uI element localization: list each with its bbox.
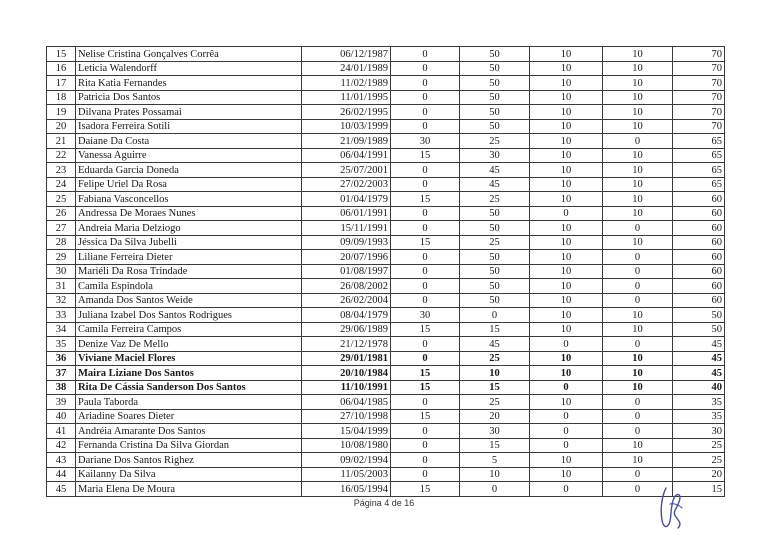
score-4: 0 (603, 250, 673, 265)
table-row (47, 76, 725, 91)
table-row (47, 424, 725, 439)
score-2: 45 (460, 177, 530, 192)
total-score: 65 (673, 134, 725, 149)
table-row (47, 467, 725, 482)
score-1: 15 (391, 322, 460, 337)
table-row (47, 293, 725, 308)
candidate-name: Dariane Dos Santos Righez (76, 453, 302, 468)
candidate-name: Fernanda Cristina Da Silva Giordan (76, 438, 302, 453)
birth-date: 24/01/1989 (302, 61, 391, 76)
row-number: 27 (47, 221, 76, 236)
candidate-results-table (46, 46, 725, 497)
candidate-name: Camila Espindola (76, 279, 302, 294)
score-4: 10 (603, 366, 673, 381)
birth-date: 11/10/1991 (302, 380, 391, 395)
score-3: 0 (530, 438, 603, 453)
row-number: 42 (47, 438, 76, 453)
score-3: 10 (530, 47, 603, 62)
score-2: 25 (460, 134, 530, 149)
score-1: 0 (391, 395, 460, 410)
score-1: 15 (391, 409, 460, 424)
candidate-name: Rita Katia Fernandes (76, 76, 302, 91)
total-score: 20 (673, 467, 725, 482)
score-2: 30 (460, 424, 530, 439)
birth-date: 26/08/2002 (302, 279, 391, 294)
score-2: 0 (460, 308, 530, 323)
score-4: 0 (603, 467, 673, 482)
table-row (47, 308, 725, 323)
total-score: 25 (673, 453, 725, 468)
table-row (47, 409, 725, 424)
score-3: 10 (530, 467, 603, 482)
table-row (47, 482, 725, 497)
total-score: 60 (673, 206, 725, 221)
score-1: 15 (391, 366, 460, 381)
score-2: 50 (460, 250, 530, 265)
score-1: 30 (391, 134, 460, 149)
row-number: 20 (47, 119, 76, 134)
score-2: 20 (460, 409, 530, 424)
birth-date: 20/10/1984 (302, 366, 391, 381)
score-4: 10 (603, 438, 673, 453)
birth-date: 10/08/1980 (302, 438, 391, 453)
total-score: 40 (673, 380, 725, 395)
row-number: 45 (47, 482, 76, 497)
total-score: 45 (673, 337, 725, 352)
score-4: 10 (603, 351, 673, 366)
score-1: 0 (391, 337, 460, 352)
score-3: 10 (530, 221, 603, 236)
score-3: 10 (530, 90, 603, 105)
score-3: 10 (530, 322, 603, 337)
score-3: 10 (530, 366, 603, 381)
candidate-name: Amanda Dos Santos Weide (76, 293, 302, 308)
score-1: 15 (391, 380, 460, 395)
total-score: 60 (673, 235, 725, 250)
score-3: 10 (530, 279, 603, 294)
score-3: 0 (530, 482, 603, 497)
score-4: 0 (603, 482, 673, 497)
score-1: 0 (391, 163, 460, 178)
score-4: 0 (603, 293, 673, 308)
table-row (47, 134, 725, 149)
total-score: 25 (673, 438, 725, 453)
score-4: 10 (603, 148, 673, 163)
score-2: 5 (460, 453, 530, 468)
score-1: 0 (391, 453, 460, 468)
score-1: 30 (391, 308, 460, 323)
score-4: 10 (603, 380, 673, 395)
candidate-name: Andréia Amarante Dos Santos (76, 424, 302, 439)
score-2: 25 (460, 192, 530, 207)
score-4: 0 (603, 337, 673, 352)
score-2: 10 (460, 467, 530, 482)
score-3: 10 (530, 293, 603, 308)
score-1: 0 (391, 264, 460, 279)
score-1: 0 (391, 467, 460, 482)
row-number: 25 (47, 192, 76, 207)
candidate-name: Leticia Walendorff (76, 61, 302, 76)
candidate-name: Fabiana Vasconcellos (76, 192, 302, 207)
score-2: 50 (460, 76, 530, 91)
score-1: 0 (391, 61, 460, 76)
score-1: 0 (391, 177, 460, 192)
score-2: 50 (460, 61, 530, 76)
score-2: 50 (460, 47, 530, 62)
score-3: 10 (530, 235, 603, 250)
score-4: 10 (603, 235, 673, 250)
row-number: 18 (47, 90, 76, 105)
row-number: 29 (47, 250, 76, 265)
total-score: 60 (673, 221, 725, 236)
score-2: 10 (460, 366, 530, 381)
total-score: 70 (673, 119, 725, 134)
birth-date: 29/01/1981 (302, 351, 391, 366)
score-3: 10 (530, 351, 603, 366)
score-3: 10 (530, 453, 603, 468)
row-number: 33 (47, 308, 76, 323)
score-3: 10 (530, 308, 603, 323)
birth-date: 06/04/1985 (302, 395, 391, 410)
table-row (47, 438, 725, 453)
birth-date: 26/02/1995 (302, 105, 391, 120)
score-4: 10 (603, 308, 673, 323)
total-score: 50 (673, 308, 725, 323)
score-1: 0 (391, 250, 460, 265)
row-number: 23 (47, 163, 76, 178)
total-score: 45 (673, 366, 725, 381)
score-3: 10 (530, 177, 603, 192)
score-3: 10 (530, 134, 603, 149)
birth-date: 27/10/1998 (302, 409, 391, 424)
score-2: 45 (460, 163, 530, 178)
score-2: 15 (460, 322, 530, 337)
score-1: 15 (391, 192, 460, 207)
candidate-name: Maira Liziane Dos Santos (76, 366, 302, 381)
candidate-name: Denize Vaz De Mello (76, 337, 302, 352)
score-4: 0 (603, 424, 673, 439)
total-score: 70 (673, 105, 725, 120)
birth-date: 01/08/1997 (302, 264, 391, 279)
row-number: 41 (47, 424, 76, 439)
score-1: 0 (391, 76, 460, 91)
score-2: 50 (460, 105, 530, 120)
table-row (47, 192, 725, 207)
score-3: 10 (530, 119, 603, 134)
birth-date: 16/05/1994 (302, 482, 391, 497)
candidate-name: Viviane Maciel Flores (76, 351, 302, 366)
row-number: 39 (47, 395, 76, 410)
total-score: 70 (673, 90, 725, 105)
table-row (47, 90, 725, 105)
score-4: 10 (603, 90, 673, 105)
table-row (47, 177, 725, 192)
score-3: 0 (530, 337, 603, 352)
score-1: 0 (391, 47, 460, 62)
table-row (47, 148, 725, 163)
total-score: 15 (673, 482, 725, 497)
row-number: 32 (47, 293, 76, 308)
page-number: Página 4 de 16 (353, 498, 415, 508)
total-score: 50 (673, 322, 725, 337)
candidate-name: Liliane Ferreira Dieter (76, 250, 302, 265)
score-4: 0 (603, 221, 673, 236)
score-4: 0 (603, 134, 673, 149)
score-4: 0 (603, 395, 673, 410)
birth-date: 21/12/1978 (302, 337, 391, 352)
birth-date: 11/05/2003 (302, 467, 391, 482)
candidate-name: Andreia Maria Delziogo (76, 221, 302, 236)
score-3: 0 (530, 424, 603, 439)
row-number: 44 (47, 467, 76, 482)
total-score: 60 (673, 250, 725, 265)
total-score: 65 (673, 148, 725, 163)
candidate-name: Paula Taborda (76, 395, 302, 410)
candidate-name: Nelise Cristina Gonçalves Corrêa (76, 47, 302, 62)
score-4: 10 (603, 163, 673, 178)
candidate-name: Andressa De Moraes Nunes (76, 206, 302, 221)
birth-date: 15/11/1991 (302, 221, 391, 236)
total-score: 70 (673, 76, 725, 91)
score-4: 10 (603, 177, 673, 192)
score-1: 0 (391, 438, 460, 453)
row-number: 43 (47, 453, 76, 468)
score-1: 0 (391, 424, 460, 439)
score-1: 0 (391, 293, 460, 308)
score-4: 10 (603, 453, 673, 468)
score-2: 15 (460, 380, 530, 395)
score-1: 15 (391, 148, 460, 163)
table-row (47, 105, 725, 120)
table-row (47, 119, 725, 134)
table-row (47, 395, 725, 410)
score-2: 25 (460, 351, 530, 366)
candidate-name: Rita De Cássia Sanderson Dos Santos (76, 380, 302, 395)
birth-date: 10/03/1999 (302, 119, 391, 134)
total-score: 60 (673, 293, 725, 308)
birth-date: 29/06/1989 (302, 322, 391, 337)
row-number: 17 (47, 76, 76, 91)
table-row (47, 235, 725, 250)
score-2: 0 (460, 482, 530, 497)
candidate-name: Dilvana Prates Possamai (76, 105, 302, 120)
score-3: 10 (530, 395, 603, 410)
table-row (47, 250, 725, 265)
table-row (47, 279, 725, 294)
total-score: 70 (673, 61, 725, 76)
score-2: 50 (460, 279, 530, 294)
score-4: 10 (603, 192, 673, 207)
total-score: 70 (673, 47, 725, 62)
total-score: 35 (673, 395, 725, 410)
score-3: 10 (530, 148, 603, 163)
row-number: 26 (47, 206, 76, 221)
table-body (47, 47, 725, 497)
score-4: 10 (603, 322, 673, 337)
score-2: 50 (460, 119, 530, 134)
score-4: 0 (603, 264, 673, 279)
candidate-name: Patricia Dos Santos (76, 90, 302, 105)
score-3: 10 (530, 76, 603, 91)
score-4: 0 (603, 279, 673, 294)
birth-date: 11/02/1989 (302, 76, 391, 91)
table-row (47, 206, 725, 221)
candidate-name: Eduarda Garcia Doneda (76, 163, 302, 178)
score-2: 25 (460, 235, 530, 250)
birth-date: 01/04/1979 (302, 192, 391, 207)
score-3: 10 (530, 250, 603, 265)
score-2: 50 (460, 221, 530, 236)
table-row (47, 61, 725, 76)
score-3: 10 (530, 192, 603, 207)
score-1: 0 (391, 221, 460, 236)
score-3: 0 (530, 206, 603, 221)
score-1: 0 (391, 206, 460, 221)
score-4: 10 (603, 47, 673, 62)
row-number: 35 (47, 337, 76, 352)
row-number: 37 (47, 366, 76, 381)
birth-date: 08/04/1979 (302, 308, 391, 323)
candidate-name: Mariéli Da Rosa Trindade (76, 264, 302, 279)
table-row (47, 163, 725, 178)
score-4: 10 (603, 61, 673, 76)
score-2: 25 (460, 395, 530, 410)
candidate-name: Vanessa Aguirre (76, 148, 302, 163)
table-row (47, 264, 725, 279)
candidate-name: Maria Elena De Moura (76, 482, 302, 497)
score-3: 10 (530, 264, 603, 279)
row-number: 38 (47, 380, 76, 395)
birth-date: 06/12/1987 (302, 47, 391, 62)
score-4: 10 (603, 105, 673, 120)
score-1: 0 (391, 351, 460, 366)
row-number: 22 (47, 148, 76, 163)
birth-date: 27/02/2003 (302, 177, 391, 192)
score-3: 10 (530, 61, 603, 76)
birth-date: 15/04/1999 (302, 424, 391, 439)
total-score: 65 (673, 163, 725, 178)
score-1: 0 (391, 90, 460, 105)
score-2: 50 (460, 264, 530, 279)
candidate-name: Jéssica Da Silva Jubelli (76, 235, 302, 250)
candidate-name: Ariadine Soares Dieter (76, 409, 302, 424)
score-4: 10 (603, 76, 673, 91)
row-number: 15 (47, 47, 76, 62)
score-3: 0 (530, 409, 603, 424)
score-2: 45 (460, 337, 530, 352)
score-2: 50 (460, 90, 530, 105)
table-row (47, 47, 725, 62)
row-number: 19 (47, 105, 76, 120)
score-2: 50 (460, 206, 530, 221)
score-1: 0 (391, 105, 460, 120)
score-1: 0 (391, 119, 460, 134)
table-row (47, 351, 725, 366)
total-score: 30 (673, 424, 725, 439)
candidate-name: Felipe Uriel Da Rosa (76, 177, 302, 192)
table-row (47, 337, 725, 352)
total-score: 60 (673, 192, 725, 207)
score-1: 15 (391, 482, 460, 497)
candidate-name: Daiane Da Costa (76, 134, 302, 149)
row-number: 31 (47, 279, 76, 294)
score-4: 10 (603, 206, 673, 221)
total-score: 35 (673, 409, 725, 424)
score-2: 15 (460, 438, 530, 453)
score-1: 15 (391, 235, 460, 250)
candidate-name: Camila Ferreira Campos (76, 322, 302, 337)
score-4: 10 (603, 119, 673, 134)
table-row (47, 380, 725, 395)
table-row (47, 221, 725, 236)
row-number: 34 (47, 322, 76, 337)
table-row (47, 453, 725, 468)
score-3: 0 (530, 380, 603, 395)
candidate-name: Juliana Izabel Dos Santos Rodrigues (76, 308, 302, 323)
birth-date: 26/02/2004 (302, 293, 391, 308)
candidate-name: Isadora Ferreira Sotili (76, 119, 302, 134)
birth-date: 09/09/1993 (302, 235, 391, 250)
candidate-name: Kailanny Da Silva (76, 467, 302, 482)
total-score: 65 (673, 177, 725, 192)
table-row (47, 322, 725, 337)
birth-date: 25/07/2001 (302, 163, 391, 178)
birth-date: 09/02/1994 (302, 453, 391, 468)
row-number: 40 (47, 409, 76, 424)
birth-date: 06/04/1991 (302, 148, 391, 163)
row-number: 16 (47, 61, 76, 76)
birth-date: 20/07/1996 (302, 250, 391, 265)
total-score: 45 (673, 351, 725, 366)
score-2: 50 (460, 293, 530, 308)
total-score: 60 (673, 264, 725, 279)
row-number: 30 (47, 264, 76, 279)
total-score: 60 (673, 279, 725, 294)
signature-icon (652, 484, 692, 532)
score-4: 0 (603, 409, 673, 424)
row-number: 36 (47, 351, 76, 366)
birth-date: 06/01/1991 (302, 206, 391, 221)
score-2: 30 (460, 148, 530, 163)
score-1: 0 (391, 279, 460, 294)
birth-date: 21/09/1989 (302, 134, 391, 149)
table-row (47, 366, 725, 381)
score-3: 10 (530, 105, 603, 120)
row-number: 21 (47, 134, 76, 149)
birth-date: 11/01/1995 (302, 90, 391, 105)
row-number: 28 (47, 235, 76, 250)
row-number: 24 (47, 177, 76, 192)
score-3: 10 (530, 163, 603, 178)
